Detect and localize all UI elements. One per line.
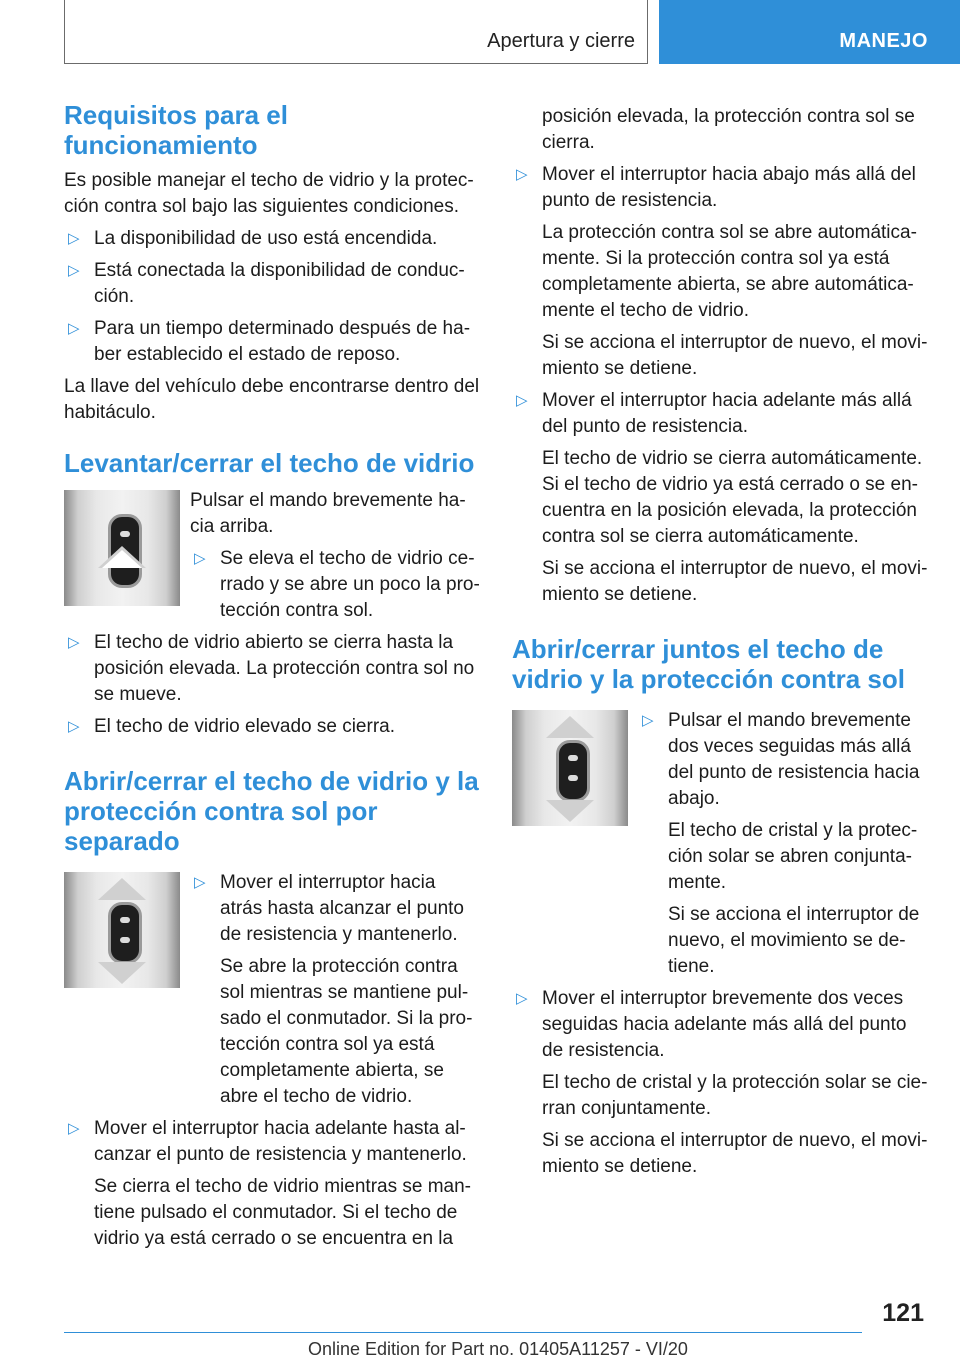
triangle-bullet-icon: ▷: [516, 166, 528, 183]
list-item: ▷ Está conectada la disponibilidad de conduc-ción.: [68, 260, 465, 307]
list-item: ▷ Mover el interruptor hacia adelante más allá del punto de resistencia.: [516, 390, 912, 437]
page-number: 121: [882, 1299, 924, 1327]
fig-text: Pulsar el mando brevemente ha-cia arriba.: [190, 490, 466, 537]
switch-double-illustration: [512, 710, 628, 826]
edition-text: Online Edition for Part no. 01405A11257 - VI/20: [308, 1339, 688, 1359]
triangle-bullet-icon: ▷: [68, 634, 80, 651]
left-column: [64, 100, 480, 1258]
key-note: La llave del vehículo debe encontrarse dentro del habitáculo.: [64, 376, 480, 423]
figure-row: [64, 488, 480, 624]
continued-text: posición elevada, la protección contra sol se cierra.: [542, 106, 915, 153]
figure-row: [512, 708, 928, 980]
switch-up-illustration: [64, 490, 180, 606]
right-column: [512, 104, 928, 1186]
triangle-bullet-icon: ▷: [68, 718, 80, 735]
triangle-bullet-icon: ▷: [516, 392, 528, 409]
chapter-label: MANEJO: [839, 30, 928, 52]
list-item: ▷ Pulsar el mando brevemente dos veces seguidas más allá del punto de resistencia hacia abajo.: [642, 710, 920, 809]
list-item: ▷ El techo de vidrio elevado se cierra.: [64, 714, 480, 740]
triangle-bullet-icon: ▷: [68, 230, 80, 247]
sub-text: Si se acciona el interruptor de nuevo, el movi-miento se detiene.: [542, 332, 928, 379]
triangle-bullet-icon: ▷: [68, 1120, 80, 1137]
section-title: Apertura y cierre: [487, 30, 635, 52]
triangle-bullet-icon: ▷: [68, 262, 80, 279]
list-item: ▷ Se eleva el techo de vidrio ce-rrado y se abre un poco la pro-tección contra sol.: [194, 548, 480, 621]
list-item: ▷ Para un tiempo determinado después de ha-ber establecido el estado de reposo.: [68, 318, 471, 365]
header-left-box: [64, 0, 648, 64]
triangle-bullet-icon: ▷: [642, 712, 654, 729]
list-item: ▷ Mover el interruptor brevemente dos veces seguidas hacia adelante más allá del punto de resistencia.: [516, 988, 907, 1061]
sub-text: Se cierra el techo de vidrio mientras se man-tiene pulsado el conmutador. Si el techo de vidrio ya está cerrado o se encuentra en la: [94, 1176, 471, 1249]
heading-levantar: Levantar/cerrar el techo de vidrio: [64, 448, 475, 478]
sub-text: El techo de cristal y la protec-ción solar se abren conjunta-mente.: [668, 820, 918, 893]
footer-divider: [64, 1332, 862, 1333]
sub-text: Si se acciona el interruptor de nuevo, el movimiento se de-tiene.: [668, 904, 920, 977]
heading-separado: Abrir/cerrar el techo de vidrio y la protección contra sol por separado: [64, 766, 479, 856]
triangle-bullet-icon: ▷: [194, 550, 206, 567]
triangle-bullet-icon: ▷: [68, 320, 80, 337]
list-item: ▷ Mover el interruptor hacia abajo más allá del punto de resistencia.: [516, 164, 916, 211]
intro-text: Es posible manejar el techo de vidrio y la protec-ción contra sol bajo las siguientes condiciones.: [64, 170, 474, 217]
chapter-tab[interactable]: [659, 0, 960, 64]
sub-text: La protección contra sol se abre automática-mente. Si la protección contra sol ya está completamente abierta, se abre automática-mente el techo de vidrio.: [542, 222, 917, 321]
figure-row: [64, 870, 480, 1110]
switch-updown-illustration: [64, 872, 180, 988]
triangle-bullet-icon: ▷: [194, 874, 206, 891]
heading-juntos: Abrir/cerrar juntos el techo de vidrio y la protección contra sol: [512, 634, 905, 694]
list-item: ▷ La disponibilidad de uso está encendida.: [64, 226, 480, 252]
sub-text: Si se acciona el interruptor de nuevo, el movi-miento se detiene.: [542, 1130, 928, 1177]
list-item: ▷ Mover el interruptor hacia atrás hasta alcanzar el punto de resistencia y mantenerlo.: [194, 872, 464, 945]
sub-text: El techo de cristal y la protección solar se cie-rran conjuntamente.: [542, 1072, 928, 1119]
list-item: ▷ El techo de vidrio abierto se cierra hasta la posición elevada. La protección contra sol no se mueve.: [68, 632, 475, 705]
heading-requisitos: Requisitos para el funcionamiento: [64, 100, 288, 160]
triangle-bullet-icon: ▷: [516, 990, 528, 1007]
sub-text: Si se acciona el interruptor de nuevo, el movi-miento se detiene.: [542, 558, 928, 605]
sub-text: El techo de vidrio se cierra automáticamente. Si el techo de vidrio ya está cerrado o se en-cuentra en la posición elevada, la protección contra sol se cierra automáticamente.: [542, 448, 923, 547]
sub-text: Se abre la protección contra sol mientras se mantiene pul-sado el conmutador. Si la pro-tección contra sol ya está completamente abierta, se abre el techo de vidrio.: [220, 956, 473, 1107]
list-item: ▷ Mover el interruptor hacia adelante hasta al-canzar el punto de resistencia y mantenerlo.: [68, 1118, 467, 1165]
